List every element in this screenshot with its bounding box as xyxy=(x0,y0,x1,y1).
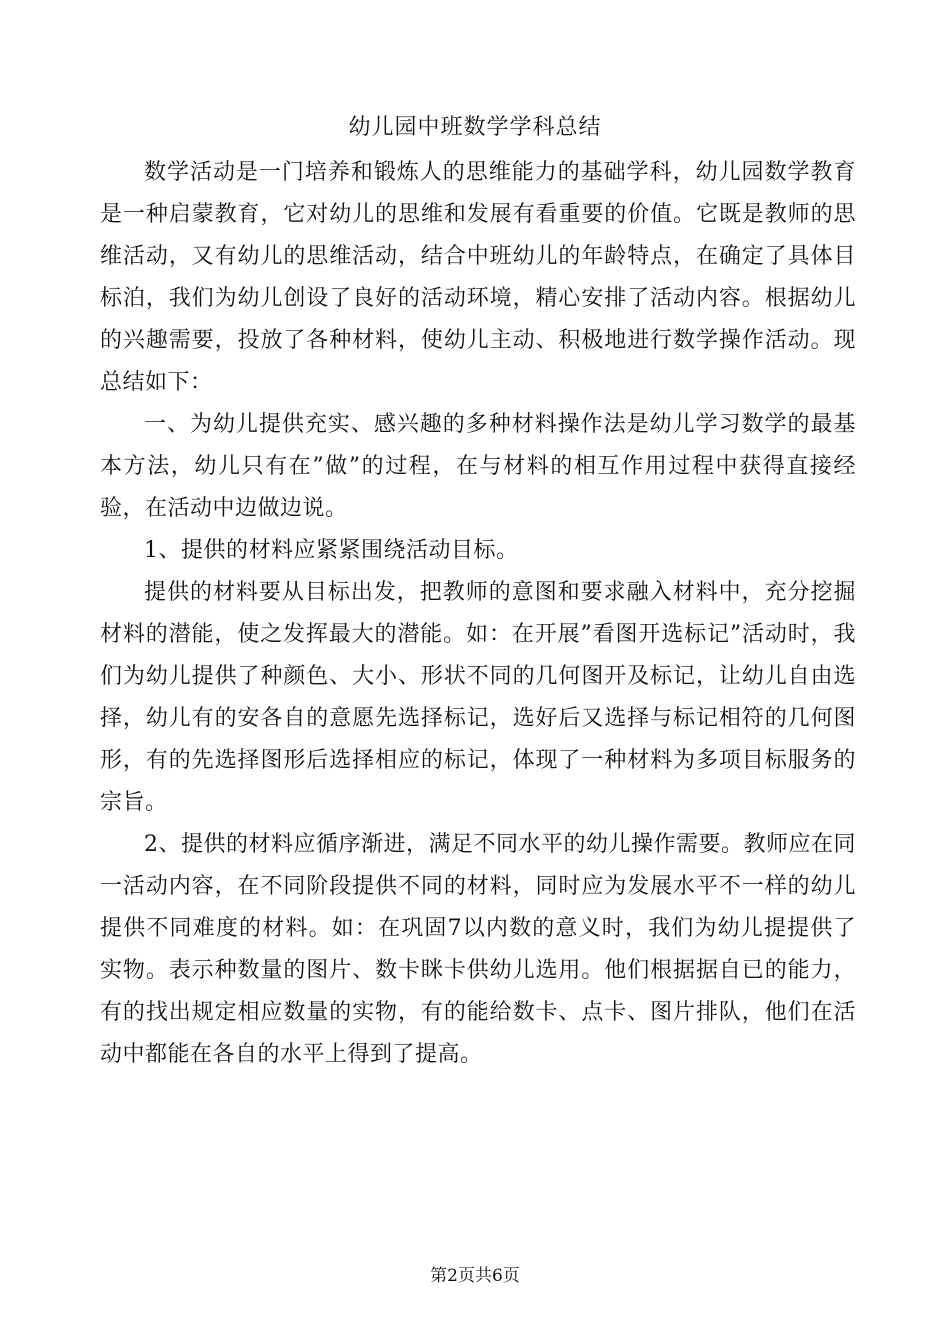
page-number: 第2页共6页 xyxy=(430,1266,520,1286)
paragraph-point-1: 1、提供的材料应紧紧围绕活动目标。 xyxy=(144,538,519,563)
paragraph-section-1: 一、为幼儿提供充实、感兴趣的多种材料操作法是幼儿学习数学的最基本方法，幼儿只有在”做”的过程，在与材料的相互作用过程中获得直接经验，在活动中边做边说。 xyxy=(100,412,856,521)
document-body xyxy=(100,152,856,1076)
paragraph-intro: 数学活动是一门培养和锻炼人的思维能力的基础学科，幼儿园数学教育是一种启蒙教育，它对幼儿的思维和发展有看重要的价值。它既是教师的思维活动，又有幼儿的思维活动，结合中班幼儿的年龄特点，在确定了具体目标泊，我们为幼儿创设了良好的活动环境，精心安排了活动内容。根据幼儿的兴趣需要，投放了各种材料，使幼儿主动、积极地进行数学操作活动。现总结如下： xyxy=(100,160,856,395)
paragraph-point-1-detail: 提供的材料要从目标出发，把教师的意图和要求融入材料中，充分挖掘材料的潜能，使之发挥最大的潜能。如：在开展”看图开选标记”活动时，我们为幼儿提供了种颜色、大小、形状不同的几何图开及标记，让幼儿自由选择，幼儿有的安各自的意愿先选择标记，选好后又选择与标记相符的几何图形，有的先选择图形后选择相应的标记，体现了一种材料为多项目标服务的宗旨。 xyxy=(100,580,856,815)
paragraph-point-2: 2、提供的材料应循序渐进，满足不同水平的幼儿操作需要。教师应在同一活动内容，在不同阶段提供不同的材料，同时应为发展水平不一样的幼儿提供不同难度的材料。如：在巩固7以内数的意义时，我们为幼儿提提供了实物。表示种数量的图片、数卡眯卡供幼儿选用。他们根据据自已的能力，有的找出规定相应数量的实物，有的能给数卡、点卡、图片排队，他们在活动中都能在各自的水平上得到了提高。 xyxy=(100,832,856,1067)
page-title: 幼儿园中班数学学科总结 xyxy=(348,115,602,140)
